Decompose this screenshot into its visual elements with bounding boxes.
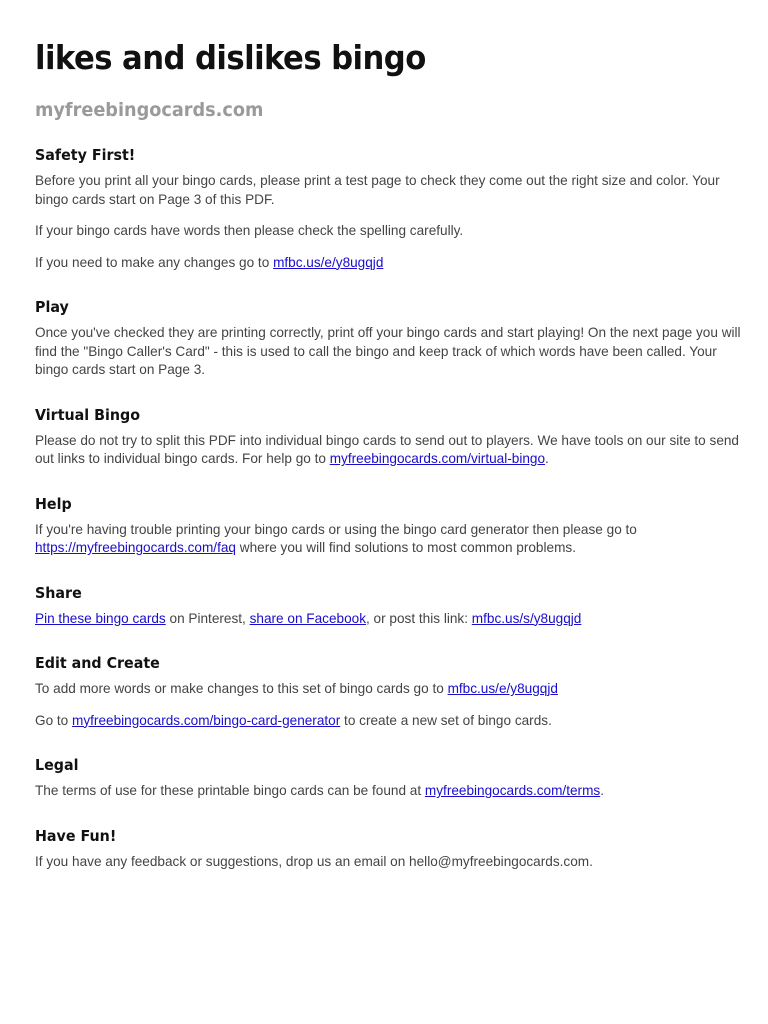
legal-text: The terms of use for these printable bingo cards can be found at [35,783,425,798]
edit-link[interactable]: mfbc.us/e/y8ugqjd [273,254,384,270]
page-title: likes and dislikes bingo [35,38,426,77]
section-help [35,493,745,558]
terms-link[interactable]: myfreebingocards.com/terms [424,783,601,798]
legal-period: . [600,783,604,798]
share-paragraph [35,610,745,629]
facebook-share-link[interactable]: share on Facebook [249,610,366,626]
generator-text-after: to create a new set of bingo cards. [340,712,552,728]
section-heading-help: Help [35,494,72,513]
edit-changes-text: To add more words or make changes to this set of bingo cards go to [35,681,448,696]
virtual-bingo-paragraph [35,432,745,469]
section-safety [35,144,745,272]
faq-link[interactable]: https://myfreebingocards.com/faq [35,540,236,555]
virtual-bingo-text: Please do not try to split this PDF into individual bingo cards to send out to players. We have tools on our site to send out links to individual bingo cards. For help go to [35,432,739,466]
virtual-bingo-period: . [545,451,549,466]
section-heading-share: Share [35,583,82,602]
legal-paragraph [35,782,745,801]
generator-link[interactable]: myfreebingocards.com/bingo-card-generator [72,712,341,728]
safety-paragraph-changes [35,254,745,273]
section-share [35,582,745,629]
help-text-before: If you're having trouble printing your bingo cards or using the bingo card generator then please go to [35,521,637,537]
safety-paragraph-spelling: If your bingo cards have words then please check the spelling carefully. [35,223,464,238]
document-page [35,36,745,871]
generator-text-before: Go to [35,712,73,728]
safety-paragraph-test-page: Before you print all your bingo cards, please print a test page to check they come out the right size and color. Your bingo cards start on Page 3 of this PDF. [35,173,720,207]
help-paragraph [35,521,745,558]
edit-paragraph-generator [35,712,745,731]
share-text-pinterest: on Pinterest, [165,610,250,626]
section-heading-edit-create: Edit and Create [35,654,160,672]
play-paragraph: Once you've checked they are printing correctly, print off your bingo cards and start playing! On the next page you will find the "Bingo Caller's Card" - this is used to call the bingo and keep track of which words have been called. Your bingo cards start on Page 3. [35,325,741,377]
section-have-fun [35,825,745,872]
help-text-after: where you will find solutions to most common problems. [235,540,576,555]
section-heading-have-fun: Have Fun! [35,826,117,845]
virtual-bingo-link[interactable]: myfreebingocards.com/virtual-bingo [329,451,546,466]
have-fun-paragraph: If you have any feedback or suggestions, drop us an email on hello@myfreebingocards.com. [35,853,593,869]
page-subtitle: myfreebingocards.com [35,99,264,121]
share-short-link[interactable]: mfbc.us/s/y8ugqjd [471,610,582,626]
section-heading-virtual-bingo: Virtual Bingo [35,405,141,424]
edit-paragraph-changes [35,680,745,699]
section-play [35,296,745,380]
section-legal [35,754,745,801]
share-text-post: , or post this link: [366,610,472,626]
safety-changes-text: If you need to make any changes go to [35,254,274,270]
pinterest-link[interactable]: Pin these bingo cards [35,610,166,626]
section-heading-play: Play [35,298,69,316]
section-virtual-bingo [35,404,745,469]
edit-set-link[interactable]: mfbc.us/e/y8ugqjd [447,681,558,696]
section-heading-legal: Legal [35,756,79,774]
section-heading-safety: Safety First! [35,146,136,164]
section-edit-create [35,652,745,730]
